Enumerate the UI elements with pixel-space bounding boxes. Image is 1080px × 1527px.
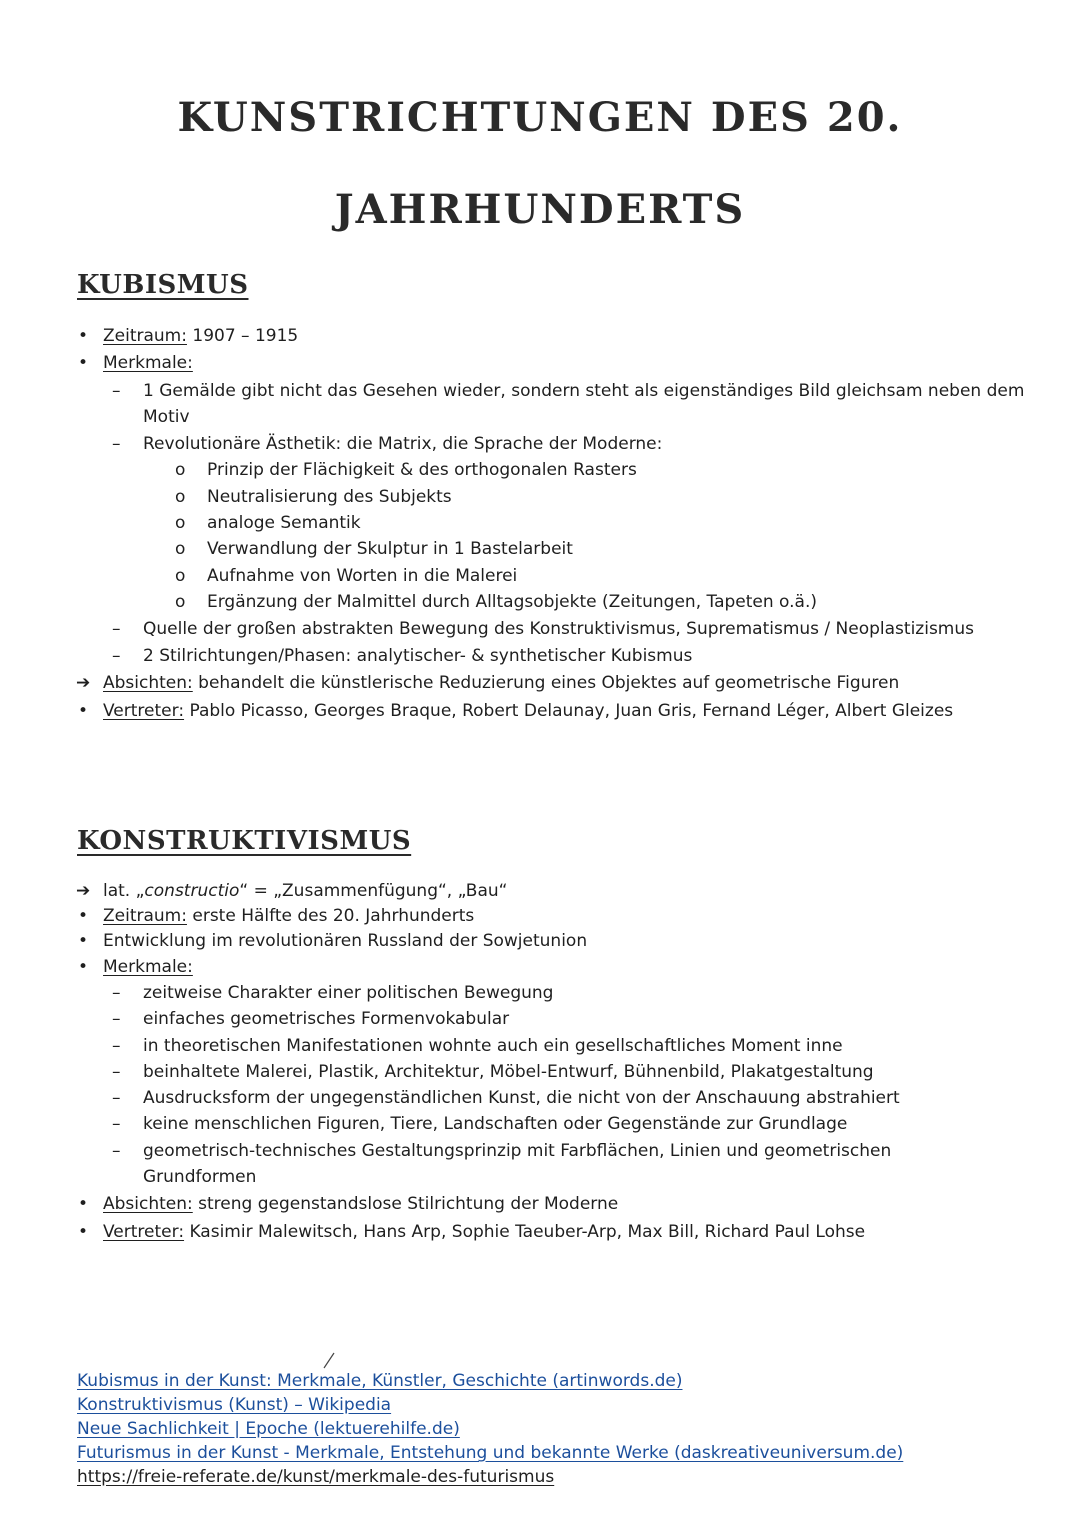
list-item: einfaches geometrisches Formenvokabular	[143, 1009, 510, 1029]
dash-icon: –	[112, 1009, 121, 1029]
sources-list	[77, 1369, 903, 1489]
lat-suffix: “ = „Zusammenfügung“, „Bau“	[239, 881, 508, 901]
zeitraum-value: erste Hälfte des 20. Jahrhunderts	[186, 906, 475, 926]
vertreter-label: Vertreter:	[103, 1222, 185, 1242]
heading-kubismus: KUBISMUS	[77, 270, 249, 300]
kubismus-zeitraum	[103, 325, 298, 347]
absichten-label: Absichten:	[103, 1194, 193, 1214]
vertreter-label: Vertreter:	[103, 701, 185, 721]
source-link-artinwords[interactable]: Kubismus in der Kunst: Merkmale, Künstler, Geschichte (artinwords.de)	[77, 1371, 683, 1391]
bullet-icon: •	[78, 701, 89, 721]
zeitraum-value: 1907 – 1915	[186, 326, 299, 346]
dash-icon: –	[112, 381, 121, 401]
vertreter-value: Kasimir Malewitsch, Hans Arp, Sophie Taeuber-Arp, Max Bill, Richard Paul Lohse	[184, 1222, 866, 1242]
list-item: Verwandlung der Skulptur in 1 Bastelarbeit	[207, 539, 573, 559]
circle-bullet-icon: o	[175, 566, 186, 586]
circle-bullet-icon: o	[175, 592, 186, 612]
heading-konstruktivismus: KONSTRUKTIVISMUS	[77, 826, 412, 856]
list-item: in theoretischen Manifestationen wohnte auch ein gesellschaftliches Moment inne	[143, 1036, 843, 1056]
vertreter-value: Pablo Picasso, Georges Braque, Robert Delaunay, Juan Gris, Fernand Léger, Albert Gleizes	[184, 701, 954, 721]
list-item: Revolutionäre Ästhetik: die Matrix, die Sprache der Moderne:	[143, 434, 663, 454]
title-line-2: JAHRHUNDERTS	[334, 186, 746, 233]
list-item: zeitweise Charakter einer politischen Bewegung	[143, 983, 554, 1003]
list-item: keine menschlichen Figuren, Tiere, Landschaften oder Gegenstände zur Grundlage	[143, 1114, 848, 1134]
list-item: 1 Gemälde gibt nicht das Gesehen wieder, sondern steht als eigenständiges Bild gleichsam neben dem	[143, 381, 1025, 401]
bullet-icon: •	[78, 1222, 89, 1242]
konstruktivismus-zeitraum	[103, 905, 474, 927]
konstruktivismus-entwicklung: Entwicklung im revolutionären Russland der Sowjetunion	[103, 931, 588, 951]
dash-icon: –	[112, 646, 121, 666]
bullet-icon: •	[78, 1194, 89, 1214]
list-item: Aufnahme von Worten in die Malerei	[207, 566, 518, 586]
kubismus-absichten	[103, 672, 899, 694]
dash-icon: –	[112, 619, 121, 639]
konstruktivismus-merkmale-label: Merkmale:	[103, 957, 193, 977]
konstruktivismus-lat	[103, 880, 507, 902]
pen-mark	[322, 1350, 338, 1370]
list-item: Ergänzung der Malmittel durch Alltagsobjekte (Zeitungen, Tapeten o.ä.)	[207, 592, 817, 612]
list-item: Quelle der großen abstrakten Bewegung des Konstruktivismus, Suprematismus / Neoplastizismus	[143, 619, 974, 639]
bullet-icon: •	[78, 957, 89, 977]
lat-word: constructio	[144, 881, 240, 901]
zeitraum-label: Zeitraum:	[103, 906, 187, 926]
list-item: geometrisch-technisches Gestaltungsprinzip mit Farbflächen, Linien und geometrischen	[143, 1141, 892, 1161]
arrow-right-icon: ➔	[76, 673, 91, 693]
zeitraum-label: Zeitraum:	[103, 326, 187, 346]
circle-bullet-icon: o	[175, 460, 186, 480]
source-link-freie-referate[interactable]: https://freie-referate.de/kunst/merkmale-des-futurismus	[77, 1467, 555, 1487]
dash-icon: –	[112, 1114, 121, 1134]
bullet-icon: •	[78, 906, 89, 926]
bullet-icon: •	[78, 353, 89, 373]
list-item: 2 Stilrichtungen/Phasen: analytischer- & synthetischer Kubismus	[143, 646, 693, 666]
list-item: beinhaltete Malerei, Plastik, Architektur, Möbel-Entwurf, Bühnenbild, Plakatgestaltung	[143, 1062, 874, 1082]
arrow-right-icon: ➔	[76, 881, 91, 901]
absichten-value: behandelt die künstlerische Reduzierung eines Objektes auf geometrische Figuren	[192, 673, 900, 693]
source-link-daskreativeuniversum[interactable]: Futurismus in der Kunst - Merkmale, Entstehung und bekannte Werke (daskreativeuniversum.de)	[77, 1443, 904, 1463]
konstruktivismus-vertreter	[103, 1221, 865, 1243]
list-item: Neutralisierung des Subjekts	[207, 487, 452, 507]
circle-bullet-icon: o	[175, 487, 186, 507]
source-link-wikipedia[interactable]: Konstruktivismus (Kunst) – Wikipedia	[77, 1395, 392, 1415]
dash-icon: –	[112, 1036, 121, 1056]
konstruktivismus-absichten	[103, 1193, 618, 1215]
source-link-lektuerehilfe[interactable]: Neue Sachlichkeit | Epoche (lektuerehilfe.de)	[77, 1419, 460, 1439]
circle-bullet-icon: o	[175, 513, 186, 533]
circle-bullet-icon: o	[175, 539, 186, 559]
dash-icon: –	[112, 983, 121, 1003]
bullet-icon: •	[78, 931, 89, 951]
title-line-1: KUNSTRICHTUNGEN DES 20.	[177, 94, 903, 141]
list-item: Prinzip der Flächigkeit & des orthogonalen Rasters	[207, 460, 637, 480]
list-item: Grundformen	[143, 1167, 257, 1187]
dash-icon: –	[112, 1088, 121, 1108]
bullet-icon: •	[78, 326, 89, 346]
kubismus-merkmale-label: Merkmale:	[103, 353, 193, 373]
absichten-value: streng gegenstandslose Stilrichtung der Moderne	[192, 1194, 619, 1214]
lat-prefix: lat. „	[103, 881, 145, 901]
kubismus-vertreter	[103, 700, 953, 722]
dash-icon: –	[112, 434, 121, 454]
dash-icon: –	[112, 1062, 121, 1082]
list-item: analoge Semantik	[207, 513, 361, 533]
list-item: Motiv	[143, 407, 190, 427]
absichten-label: Absichten:	[103, 673, 193, 693]
list-item: Ausdrucksform der ungegenständlichen Kunst, die nicht von der Anschauung abstrahiert	[143, 1088, 900, 1108]
dash-icon: –	[112, 1141, 121, 1161]
page-title	[0, 72, 1080, 256]
